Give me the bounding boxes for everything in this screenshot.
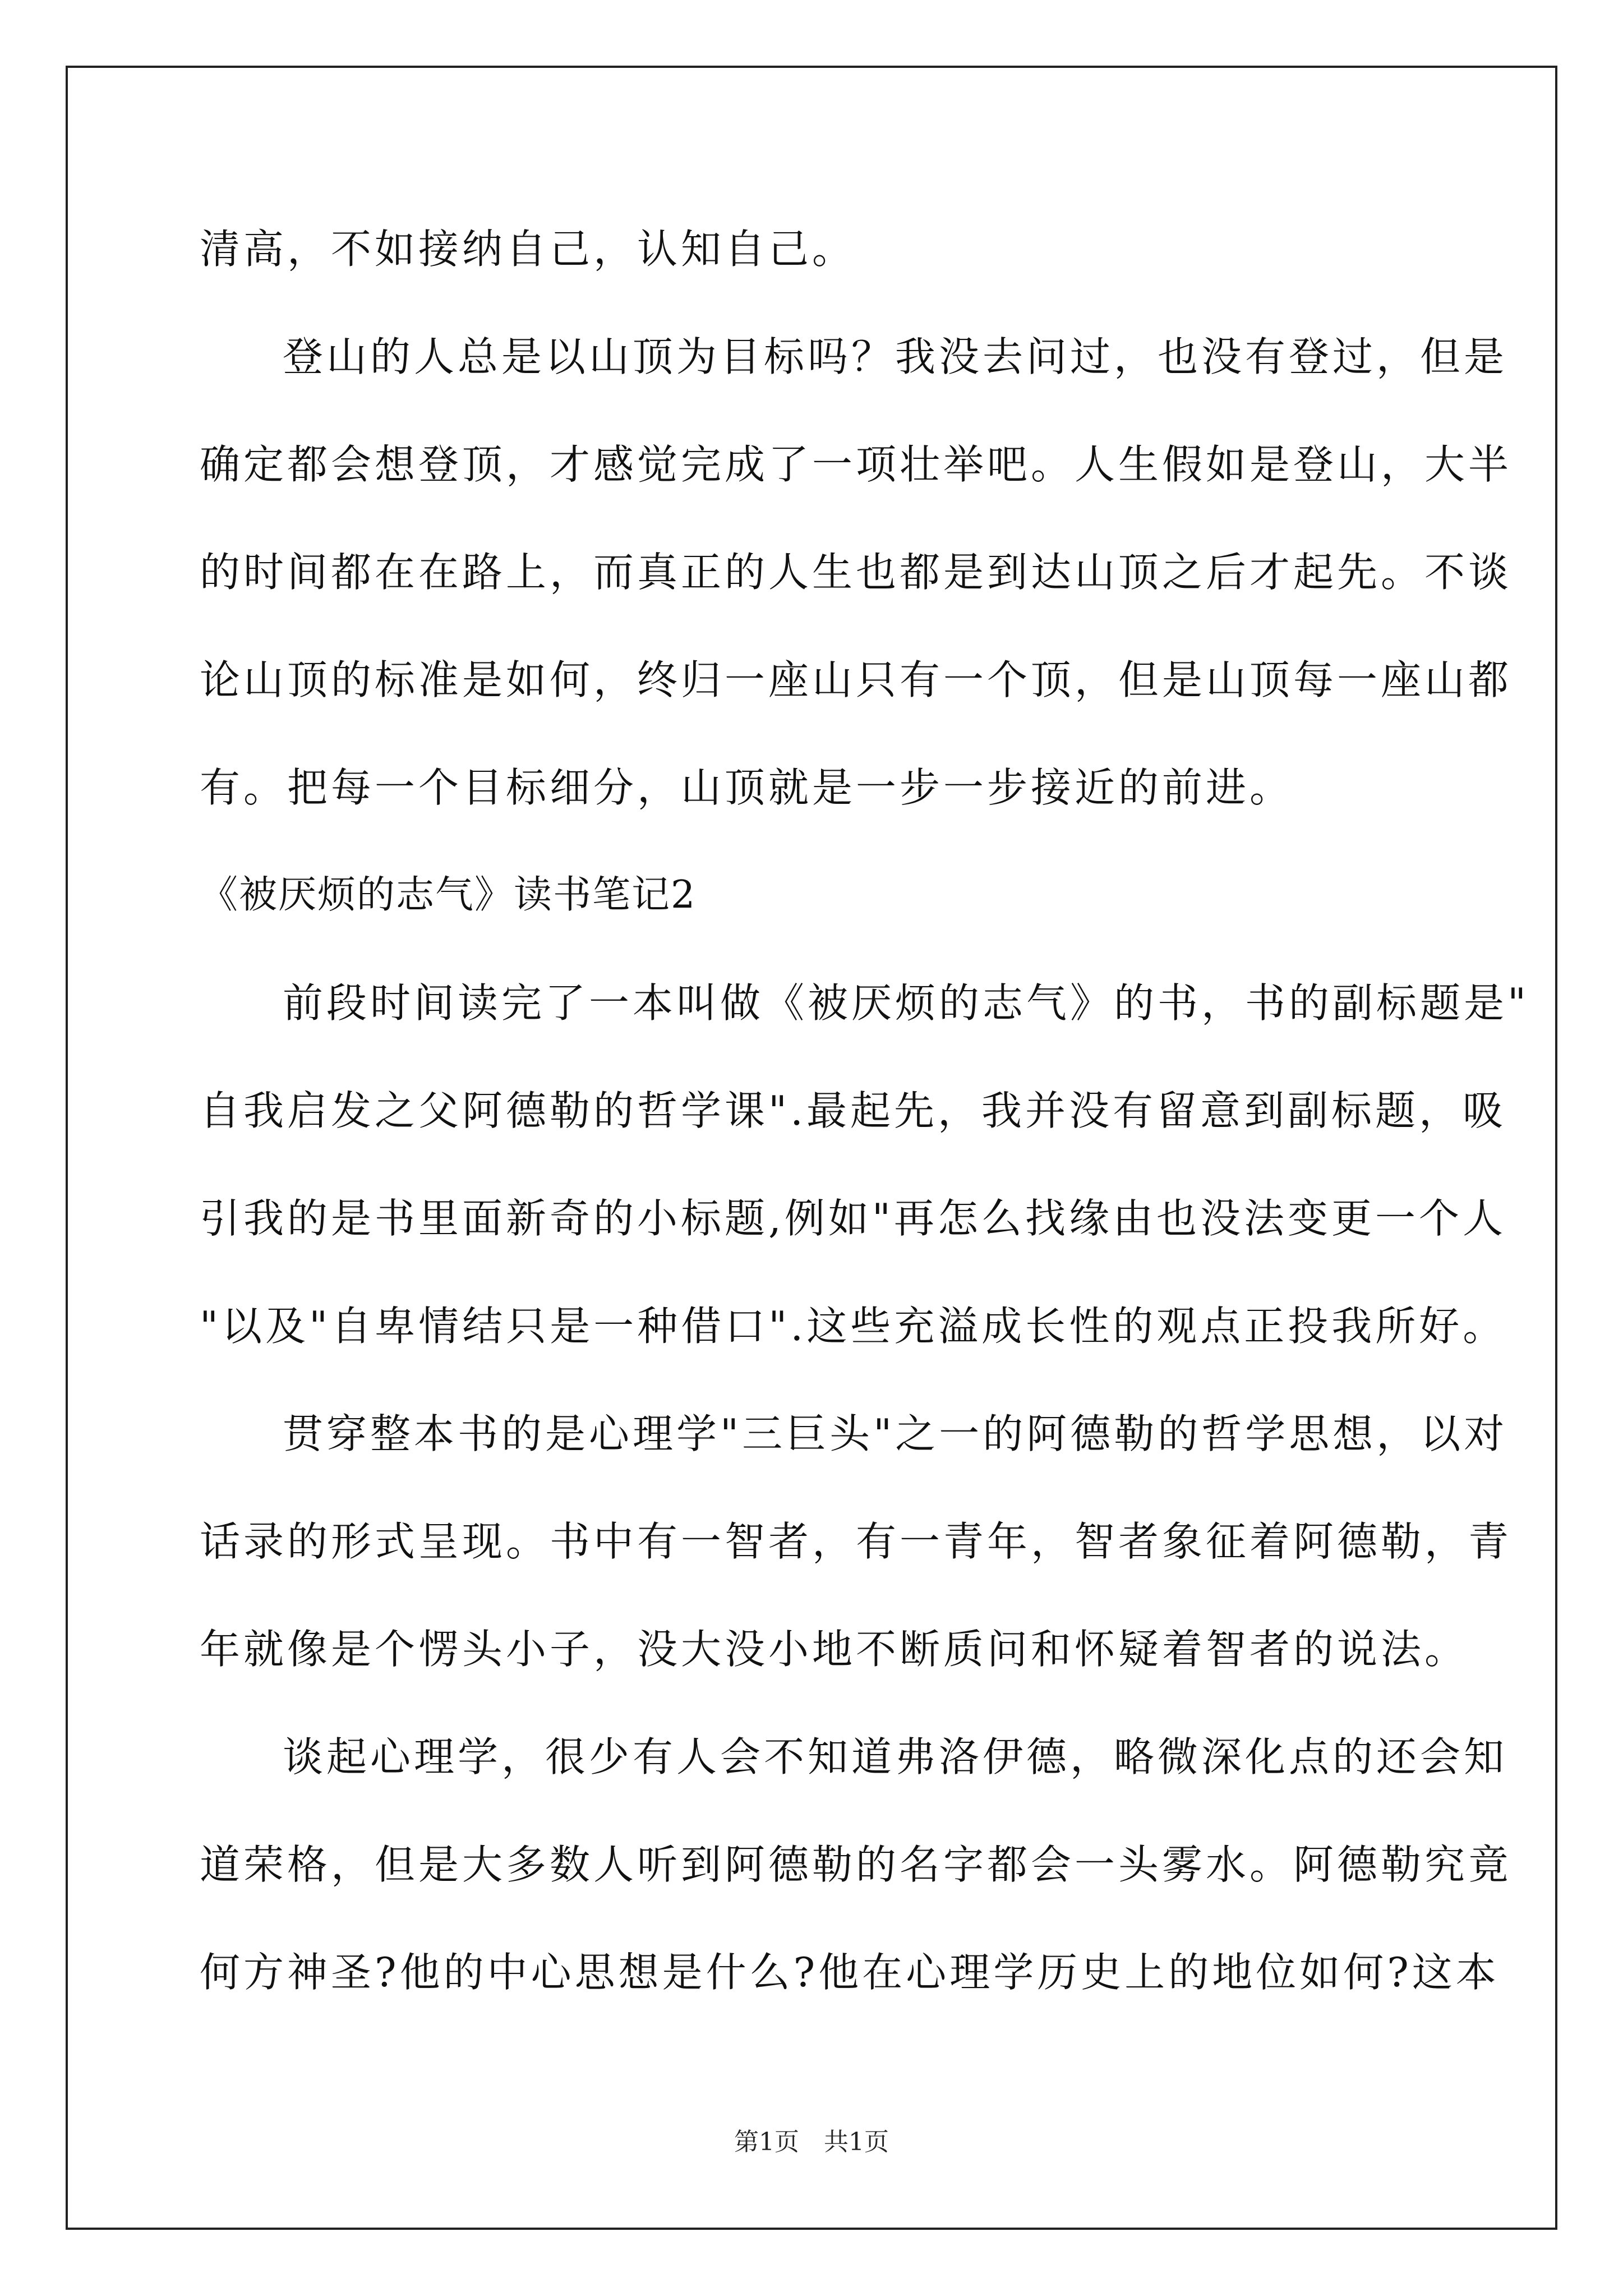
document-body	[200, 215, 1530, 2046]
text-line: 有。把每一个目标细分，山顶就是一步一步接近的前进。	[200, 764, 1294, 811]
text-line: 论山顶的标准是如何，终归一座山只有一个顶，但是山顶每一座山都	[200, 656, 1513, 703]
paragraph-start-line: 前段时间读完了一本叫做《被厌烦的志气》的书，书的副标题是"	[283, 979, 1530, 1027]
text-line: 年就像是个愣头小子，没大没小地不断质问和怀疑着智者的说法。	[200, 1626, 1469, 1673]
text-line: "以及"自卑情结只是一种借口".这些充溢成长性的观点正投我所好。	[200, 1303, 1507, 1350]
text-line: 的时间都在在路上，而真正的人生也都是到达山顶之后才起先。不谈	[200, 549, 1513, 596]
text-line: 自我启发之父阿德勒的哲学课".最起先，我并没有留意到副标题，吸	[200, 1087, 1507, 1134]
page-number-footer: 第1页 共1页	[734, 2128, 889, 2156]
text-line: 话录的形式呈现。书中有一智者，有一青年，智者象征着阿德勒，青	[200, 1518, 1513, 1565]
paragraph-start-line: 登山的人总是以山顶为目标吗？我没去问过，也没有登过，但是	[283, 333, 1508, 380]
text-line: 清高，不如接纳自己，认知自己。	[200, 226, 856, 273]
section-heading: 《被厌烦的志气》读书笔记2	[200, 873, 697, 917]
text-line: 道荣格，但是大多数人听到阿德勒的名字都会一头雾水。阿德勒究竟	[200, 1841, 1513, 1888]
text-line: 引我的是书里面新奇的小标题,例如"再怎么找缘由也没法变更一个人	[200, 1195, 1507, 1242]
text-line: 确定都会想登顶，才感觉完成了一项壮举吧。人生假如是登山，大半	[200, 441, 1513, 488]
text-line: 何方神圣?他的中心思想是什么?他在心理学历史上的地位如何?这本	[200, 1949, 1500, 1996]
paragraph-start-line: 贯穿整本书的是心理学"三巨头"之一的阿德勒的哲学思想，以对	[283, 1410, 1508, 1457]
paragraph-start-line: 谈起心理学，很少有人会不知道弗洛伊德，略微深化点的还会知	[283, 1733, 1508, 1780]
